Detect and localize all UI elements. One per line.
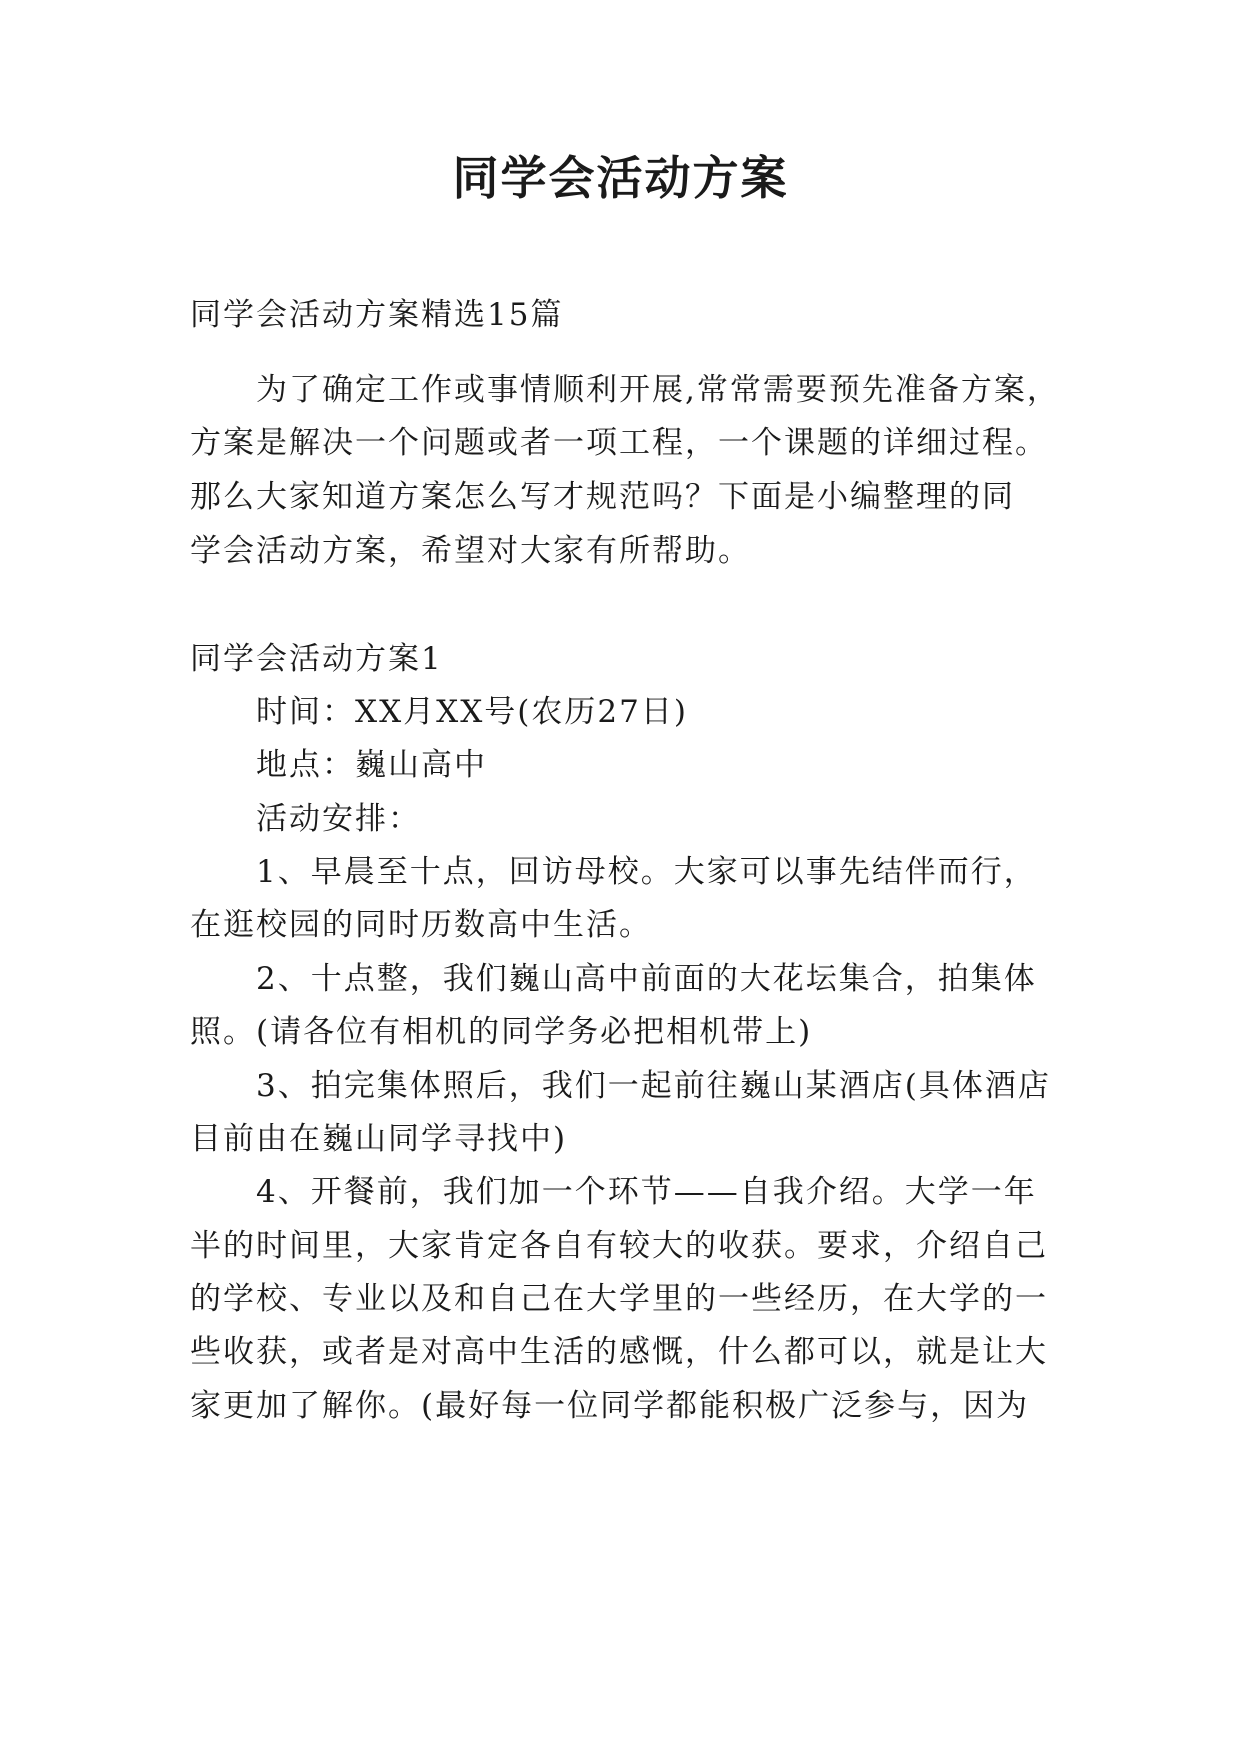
intro-line-4: 学会活动方案，希望对大家有所帮助。 bbox=[190, 533, 751, 569]
item-4-line-3: 的学校、专业以及和自己在大学里的一些经历，在大学的一 bbox=[190, 1281, 1048, 1317]
section1-heading: 同学会活动方案1 bbox=[190, 641, 443, 677]
item-2-line-1: 2、十点整，我们巍山高中前面的大花坛集合，拍集体 bbox=[256, 961, 1037, 997]
document-title: 同学会活动方案 bbox=[452, 151, 789, 205]
item-4-line-1: 4、开餐前，我们加一个环节——自我介绍。大学一年 bbox=[256, 1174, 1037, 1210]
item-3-line-2: 目前由在巍山同学寻找中) bbox=[190, 1121, 568, 1157]
item-4-line-4: 些收获，或者是对高中生活的感慨，什么都可以，就是让大 bbox=[190, 1334, 1048, 1370]
item-3-line-1: 3、拍完集体照后，我们一起前往巍山某酒店(具体酒店 bbox=[256, 1068, 1051, 1104]
intro-line-1: 为了确定工作或事情顺利开展,常常需要预先准备方案， bbox=[256, 372, 1060, 408]
section1-time: 时间：XX月XX号(农历27日) bbox=[256, 694, 688, 730]
document-subtitle: 同学会活动方案精选15篇 bbox=[190, 297, 564, 333]
intro-line-3: 那么大家知道方案怎么写才规范吗？下面是小编整理的同 bbox=[190, 479, 1015, 515]
item-1-line-1: 1、早晨至十点，回访母校。大家可以事先结伴而行， bbox=[256, 854, 1037, 890]
item-1-line-2: 在逛校园的同时历数高中生活。 bbox=[190, 907, 652, 943]
item-2-line-2: 照。(请各位有相机的同学务必把相机带上) bbox=[190, 1014, 813, 1050]
intro-line-2: 方案是解决一个问题或者一项工程，一个课题的详细过程。 bbox=[190, 425, 1048, 461]
section1-place: 地点：巍山高中 bbox=[256, 747, 487, 783]
item-4-line-5: 家更加了解你。(最好每一位同学都能积极广泛参与，因为 bbox=[190, 1388, 1030, 1424]
item-4-line-2: 半的时间里，大家肯定各自有较大的收获。要求，介绍自己 bbox=[190, 1228, 1048, 1264]
section1-arrangement: 活动安排： bbox=[256, 801, 421, 837]
